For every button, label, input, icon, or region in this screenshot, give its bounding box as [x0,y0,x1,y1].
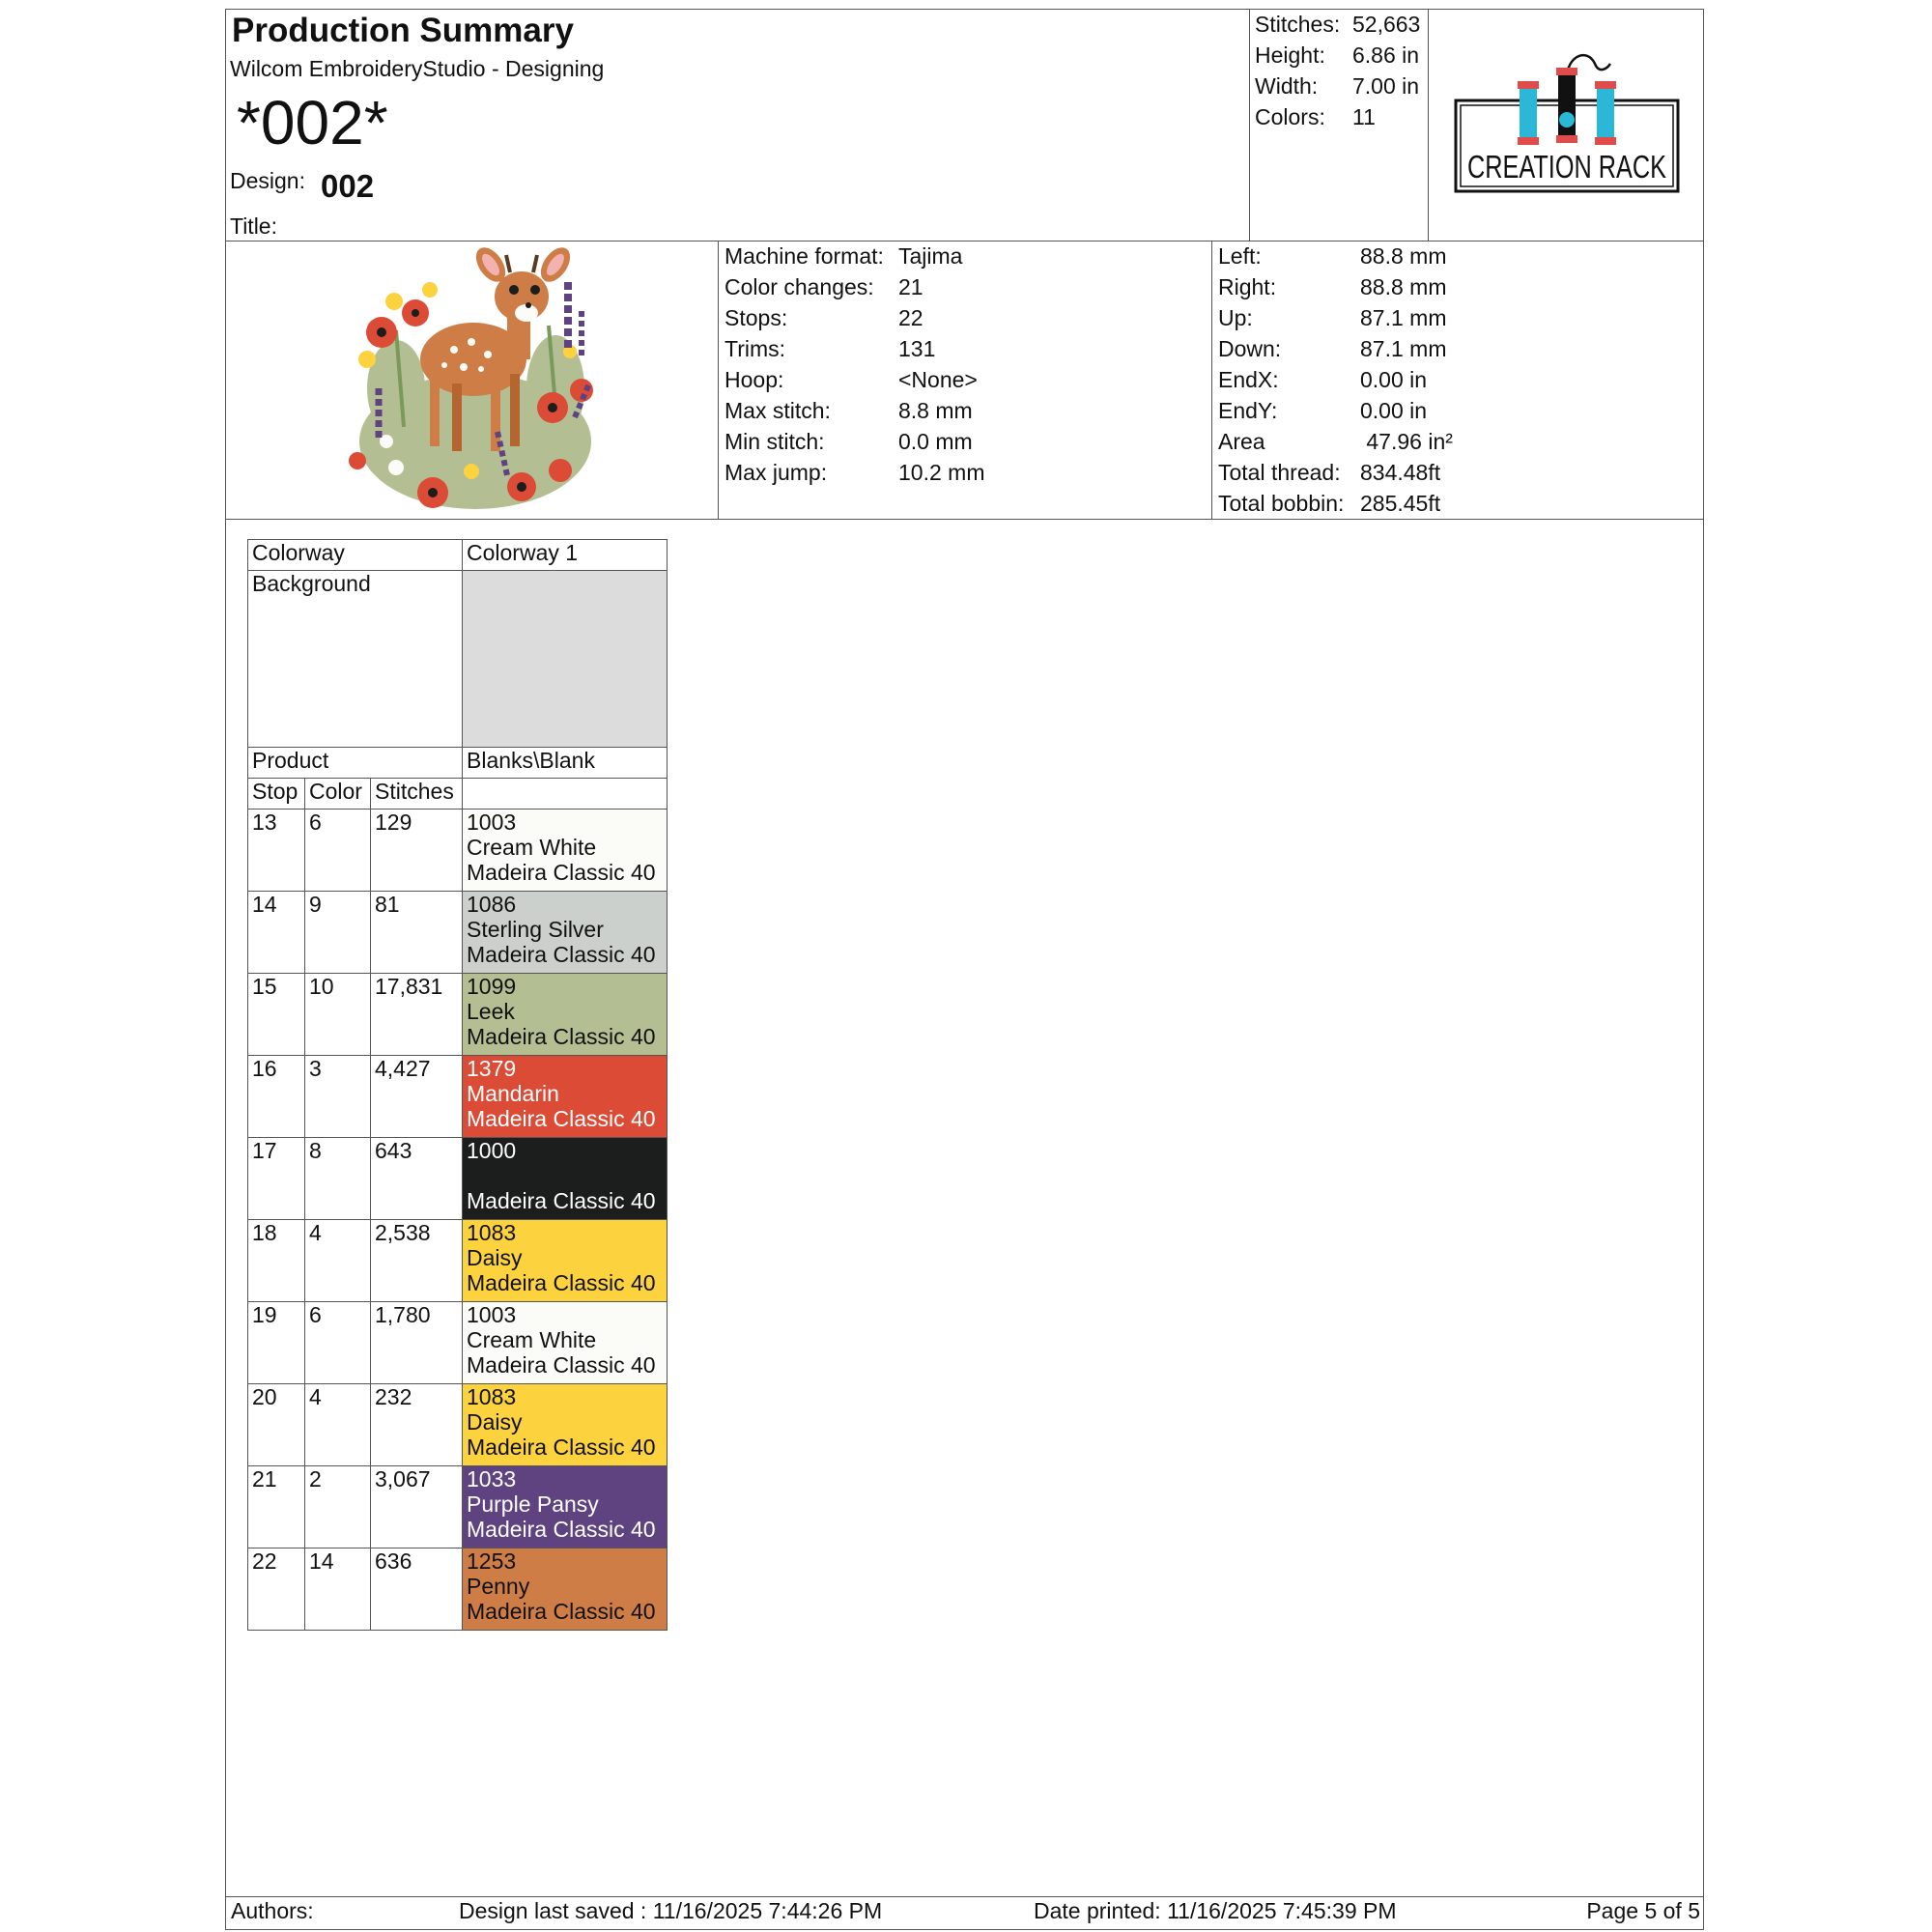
stops-value: 22 [898,305,923,330]
height-label: Height: [1255,43,1325,68]
thread-brand: Madeira Classic 40 [467,1270,656,1295]
thread-row [248,1302,668,1384]
thread-code: 1003 [467,1302,517,1327]
footer-date-printed: Date printed: 11/16/2025 7:45:39 PM [1034,1898,1397,1923]
total-bobbin-value: 285.45ft [1360,491,1441,516]
endy-value: 0.00 in [1360,398,1428,423]
background-row [248,571,668,748]
total-thread-label: Total thread: [1218,460,1341,485]
right-label: Right: [1218,274,1277,299]
thread-brand: Madeira Classic 40 [467,860,656,885]
min-stitch-value: 0.0 mm [898,429,973,454]
design-value: 002 [321,168,375,204]
left-label: Left: [1218,243,1262,269]
stop-cell: 14 [248,892,305,974]
width-label: Width: [1255,73,1319,99]
hoop-label: Hoop: [724,367,784,392]
thread-swatch-cell [463,892,668,974]
design-label: Design: [230,168,305,193]
thread-brand: Madeira Classic 40 [467,942,656,967]
machine-left-rule [718,241,719,520]
thread-code: 1083 [467,1384,517,1409]
thread-row [248,1056,668,1138]
total-bobbin-label: Total bobbin: [1218,491,1345,516]
thread-swatch-cell [463,810,668,892]
stop-cell: 18 [248,1220,305,1302]
stitches-label: Stitches: [1255,12,1341,37]
thread-name: Penny [467,1574,530,1599]
thread-swatch-cell [463,1548,668,1631]
column-header-row [248,779,668,810]
color-cell: 10 [305,974,371,1056]
colors-label: Colors: [1255,104,1325,129]
thread-swatch-cell [463,1056,668,1138]
stitches-cell: 232 [371,1384,463,1466]
thread-code: 1033 [467,1466,517,1492]
design-name-large: *002* [237,88,388,157]
stitches-cell: 2,538 [371,1220,463,1302]
thread-brand: Madeira Classic 40 [467,1517,656,1542]
thread-code: 1086 [467,892,517,917]
stop-cell: 16 [248,1056,305,1138]
stitches-cell: 4,427 [371,1056,463,1138]
stitches-cell: 3,067 [371,1466,463,1548]
thread-row [248,1548,668,1631]
thread-code: 1083 [467,1220,517,1245]
thread-row [248,1384,668,1466]
thread-name: Mandarin [467,1081,559,1106]
software-subtitle: Wilcom EmbroideryStudio - Designing [230,56,605,81]
thread-row [248,1220,668,1302]
thread-swatch-cell [463,1220,668,1302]
right-value: 88.8 mm [1360,274,1447,299]
endx-label: EndX: [1218,367,1279,392]
color-cell: 14 [305,1548,371,1631]
colorway-table [247,539,668,1631]
stop-cell: 21 [248,1466,305,1548]
product-label: Product [248,748,463,779]
page-title: Production Summary [232,12,574,49]
stitches-cell: 636 [371,1548,463,1631]
stitches-cell: 643 [371,1138,463,1220]
stop-cell: 19 [248,1302,305,1384]
max-jump-value: 10.2 mm [898,460,985,485]
thread-code: 1099 [467,974,517,999]
thread-swatch-cell [463,1138,668,1220]
thread-brand: Madeira Classic 40 [467,1024,656,1049]
colorway-value: Colorway 1 [463,540,668,571]
footer-authors: Authors: [231,1898,314,1923]
logo-text: CREATION RACK [1467,149,1666,185]
thread-name: Leek [467,999,515,1024]
color-cell: 8 [305,1138,371,1220]
stitches-cell: 17,831 [371,974,463,1056]
color-cell: 2 [305,1466,371,1548]
thread-code: 1003 [467,810,517,835]
area-value: 47.96 in² [1360,429,1453,454]
color-cell: 3 [305,1056,371,1138]
thread-name: Daisy [467,1409,523,1435]
stop-cell: 22 [248,1548,305,1631]
colors-value: 11 [1352,104,1376,129]
thread-row [248,892,668,974]
up-value: 87.1 mm [1360,305,1447,330]
trims-label: Trims: [724,336,786,361]
thread-name: Cream White [467,1327,597,1352]
hoop-value: <None> [898,367,978,392]
thread-name: Cream White [467,835,597,860]
left-value: 88.8 mm [1360,243,1447,269]
color-cell: 6 [305,1302,371,1384]
summary-left-rule [1249,9,1250,242]
up-label: Up: [1218,305,1253,330]
background-swatch [463,571,668,748]
creation-rack-logo [1452,46,1682,197]
stitches-cell: 1,780 [371,1302,463,1384]
machine-format-value: Tajima [898,243,963,269]
down-label: Down: [1218,336,1282,361]
title-label: Title: [230,213,277,239]
thread-swatch-cell [463,1466,668,1548]
machine-format-label: Machine format: [724,243,884,269]
thread-brand: Madeira Classic 40 [467,1435,656,1460]
thread-code: 1253 [467,1548,517,1574]
info-divider [225,519,1704,520]
thread-brand: Madeira Classic 40 [467,1106,656,1131]
stop-cell: 15 [248,974,305,1056]
stop-cell: 20 [248,1384,305,1466]
trims-value: 131 [898,336,936,361]
endx-value: 0.00 in [1360,367,1428,392]
background-label: Background [248,571,463,748]
thread-name [467,1163,663,1188]
thread-code: 1000 [467,1138,517,1163]
stitches-cell: 129 [371,810,463,892]
max-jump-label: Max jump: [724,460,828,485]
thread-row [248,1466,668,1548]
stitches-column-header: Stitches [371,779,463,810]
thread-swatch-cell [463,1384,668,1466]
thread-brand: Madeira Classic 40 [467,1352,656,1378]
thread-row [248,1138,668,1220]
thread-row [248,974,668,1056]
max-stitch-value: 8.8 mm [898,398,973,423]
thread-brand: Madeira Classic 40 [467,1188,656,1213]
thread-row [248,810,668,892]
down-value: 87.1 mm [1360,336,1447,361]
thread-brand: Madeira Classic 40 [467,1599,656,1624]
footer-last-saved: Design last saved : 11/16/2025 7:44:26 PM [459,1898,883,1923]
stop-column-header: Stop [248,779,305,810]
color-changes-value: 21 [898,274,923,299]
endy-label: EndY: [1218,398,1278,423]
area-label: Area [1218,429,1265,454]
height-value: 6.86 in [1352,43,1420,68]
color-changes-label: Color changes: [724,274,874,299]
colorway-row [248,540,668,571]
stitches-cell: 81 [371,892,463,974]
header-divider [225,241,1704,242]
color-cell: 4 [305,1384,371,1466]
thread-name: Daisy [467,1245,523,1270]
min-stitch-label: Min stitch: [724,429,825,454]
extents-left-rule [1211,241,1212,520]
width-value: 7.00 in [1352,73,1420,99]
stop-cell: 17 [248,1138,305,1220]
summary-right-rule [1428,9,1429,242]
colorway-label: Colorway [248,540,463,571]
design-preview-image [328,243,618,519]
thread-name: Sterling Silver [467,917,604,942]
thread-column-header [463,779,668,810]
stops-label: Stops: [724,305,788,330]
thread-swatch-cell [463,1302,668,1384]
thread-swatch-cell [463,974,668,1056]
footer-divider [225,1896,1704,1897]
total-thread-value: 834.48ft [1360,460,1441,485]
thread-code: 1379 [467,1056,517,1081]
color-cell: 6 [305,810,371,892]
stop-cell: 13 [248,810,305,892]
max-stitch-label: Max stitch: [724,398,831,423]
thread-name: Purple Pansy [467,1492,599,1517]
stitches-value: 52,663 [1352,12,1421,37]
color-column-header: Color [305,779,371,810]
color-cell: 4 [305,1220,371,1302]
product-row [248,748,668,779]
color-cell: 9 [305,892,371,974]
footer-page-number: Page 5 of 5 [1586,1898,1700,1923]
product-value: Blanks\Blank [463,748,668,779]
